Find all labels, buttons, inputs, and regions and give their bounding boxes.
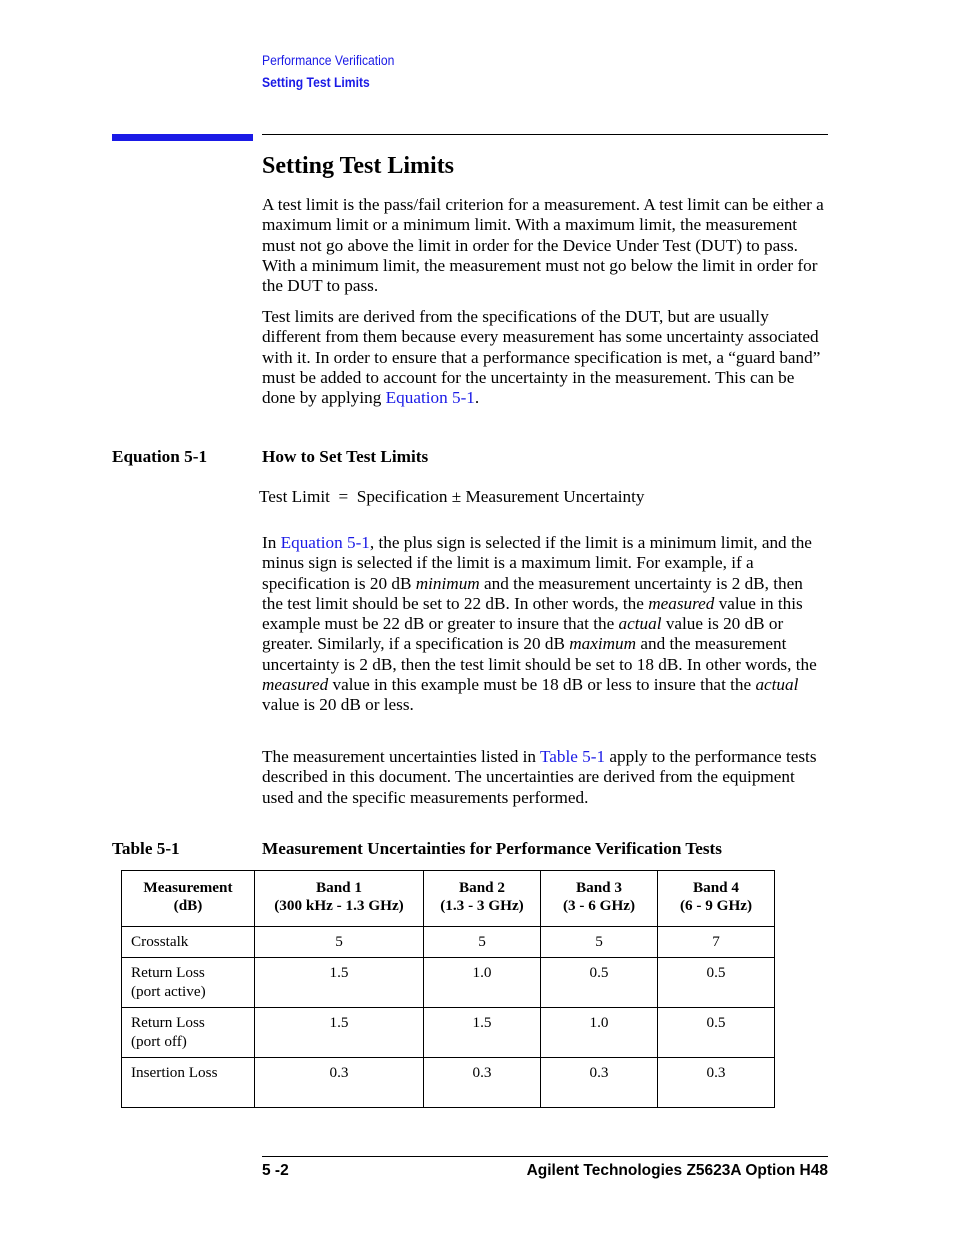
table-link[interactable]: Table 5-1 bbox=[539, 747, 606, 766]
table-cell: 1.0 bbox=[424, 958, 541, 1008]
page-title: Setting Test Limits bbox=[262, 153, 455, 179]
paragraph-guard-band-text: Test limits are derived from the specifications of the DUT, but are usually different from them because every measurement has some uncertainty associated with it. In order to ensure that a performance specification is met, a “guard band” must be added to account for the uncertainty in the measurement. This can be done by applying bbox=[262, 307, 821, 408]
table-cell: 1.5 bbox=[255, 1008, 424, 1058]
header-measurement-line1: Measurement bbox=[143, 879, 233, 896]
running-header-chapter: Performance Verification bbox=[262, 53, 395, 68]
header-band-1-line2: (300 kHz - 1.3 GHz) bbox=[274, 897, 404, 914]
header-band-2-line2: (1.3 - 3 GHz) bbox=[440, 897, 524, 914]
table-row bbox=[122, 1058, 775, 1108]
table-label: Table 5-1 bbox=[112, 839, 180, 858]
table-cell: 7 bbox=[658, 927, 775, 958]
paragraph-intro-text: A test limit is the pass/fail criterion for a measurement. A test limit can be either a maximum limit or a minimum limit. With a maximum limit, the measurement must not go above the limit in order for the Device Under Test (DUT) to pass. With a minimum limit, the measurement must not go below the limit in order for the DUT to pass. bbox=[262, 195, 824, 296]
equation-label: Equation 5-1 bbox=[112, 447, 208, 466]
p3-s5: and the measurement uncertainty is 2 dB, then the test limit should be set to 18 dB. In other words, the bbox=[262, 634, 817, 674]
row-label-line1: Return Loss bbox=[131, 1014, 205, 1031]
footer-rule bbox=[262, 1156, 828, 1157]
p3-pre: In bbox=[262, 533, 281, 552]
paragraph-uncertainties bbox=[262, 747, 828, 808]
header-measurement bbox=[122, 871, 255, 927]
footer-page-number: 5 -2 bbox=[262, 1162, 289, 1179]
table-cell: 0.5 bbox=[541, 958, 658, 1008]
table-row bbox=[122, 1008, 775, 1058]
table-row bbox=[122, 927, 775, 958]
row-label-line2: (port active) bbox=[131, 983, 206, 1000]
table-cell: 0.5 bbox=[658, 1008, 775, 1058]
header-band-2-line1: Band 2 bbox=[458, 879, 505, 896]
footer-product: Agilent Technologies Z5623A Option H48 bbox=[526, 1162, 828, 1179]
row-label-line1: Insertion Loss bbox=[131, 1064, 218, 1081]
p3-s7: value is 20 dB or less. bbox=[262, 695, 414, 715]
p3-s6: value in this example must be 18 dB or less to insure that the bbox=[328, 675, 756, 695]
paragraph-guard-band bbox=[262, 307, 828, 408]
p3-s4: value is 20 dB or greater. Similarly, if a specification is 20 dB bbox=[262, 614, 784, 654]
header-band-3-line2: (3 - 6 GHz) bbox=[562, 897, 636, 914]
table-cell: 0.3 bbox=[541, 1058, 658, 1108]
paragraph-sign-selection bbox=[262, 533, 828, 716]
table-title: Measurement Uncertainties for Performance Verification Tests bbox=[262, 839, 722, 858]
p3-s3: value in this example must be 22 dB or greater to insure that the bbox=[262, 593, 803, 634]
table-cell: 0.3 bbox=[424, 1058, 541, 1108]
table-cell: 5 bbox=[255, 927, 424, 958]
equation-link[interactable]: Equation 5-1 bbox=[385, 388, 475, 408]
header-band-3 bbox=[541, 871, 658, 927]
header-band-1 bbox=[255, 871, 424, 927]
row-label bbox=[122, 958, 255, 1008]
p3-i1: minimum bbox=[415, 573, 480, 593]
table-cell: 1.0 bbox=[541, 1008, 658, 1058]
paragraph-guard-band-end: . bbox=[474, 388, 480, 408]
uncertainty-table bbox=[121, 870, 775, 1108]
row-label-line1: Crosstalk bbox=[131, 933, 189, 950]
table-cell: 5 bbox=[541, 927, 658, 958]
table-cell: 5 bbox=[424, 927, 541, 958]
table-cell: 0.3 bbox=[255, 1058, 424, 1108]
equation-link-2[interactable]: Equation 5-1 bbox=[280, 533, 370, 552]
header-band-4-line2: (6 - 9 GHz) bbox=[679, 897, 753, 914]
table-row bbox=[122, 958, 775, 1008]
p3-s1: , the plus sign is selected if the limit is a minimum limit, and the minus sign is selected if the limit is a maximum limit. For example, if a specification is 20 dB bbox=[262, 533, 812, 593]
p3-i3: actual bbox=[618, 614, 662, 634]
p3-i6: actual bbox=[755, 675, 799, 695]
p4-post: apply to the performance tests described in this document. The uncertainties are derived from the equipment used and the specific measurements performed. bbox=[262, 747, 817, 807]
row-label bbox=[122, 927, 255, 958]
running-header-section: Setting Test Limits bbox=[262, 75, 370, 90]
table-cell: 0.3 bbox=[658, 1058, 775, 1108]
section-rule bbox=[262, 134, 828, 135]
row-label bbox=[122, 1058, 255, 1108]
table-header-row bbox=[122, 871, 775, 927]
header-band-4-line1: Band 4 bbox=[692, 879, 739, 896]
header-band-3-line1: Band 3 bbox=[575, 879, 622, 896]
header-band-4 bbox=[658, 871, 775, 927]
table-cell: 1.5 bbox=[424, 1008, 541, 1058]
equation-formula: Test Limit = Specification ± Measurement Uncertainty bbox=[259, 487, 645, 506]
header-measurement-line2: (dB) bbox=[173, 897, 203, 914]
row-label-line1: Return Loss bbox=[131, 964, 205, 981]
paragraph-intro bbox=[262, 195, 828, 296]
p3-i4: maximum bbox=[569, 634, 637, 654]
header-band-2 bbox=[424, 871, 541, 927]
p3-i5: measured bbox=[262, 675, 329, 695]
table-cell: 0.5 bbox=[658, 958, 775, 1008]
p3-s2: and the measurement uncertainty is 2 dB, then the test limit should be set to 22 dB. In other words, the bbox=[262, 573, 803, 613]
p4-pre: The measurement uncertainties listed in bbox=[262, 747, 540, 766]
p3-i2: measured bbox=[648, 593, 715, 613]
row-label-line2: (port off) bbox=[131, 1033, 187, 1050]
section-accent-bar bbox=[112, 134, 253, 141]
row-label bbox=[122, 1008, 255, 1058]
header-band-1-line1: Band 1 bbox=[315, 879, 362, 896]
table-cell: 1.5 bbox=[255, 958, 424, 1008]
equation-title: How to Set Test Limits bbox=[262, 447, 429, 466]
